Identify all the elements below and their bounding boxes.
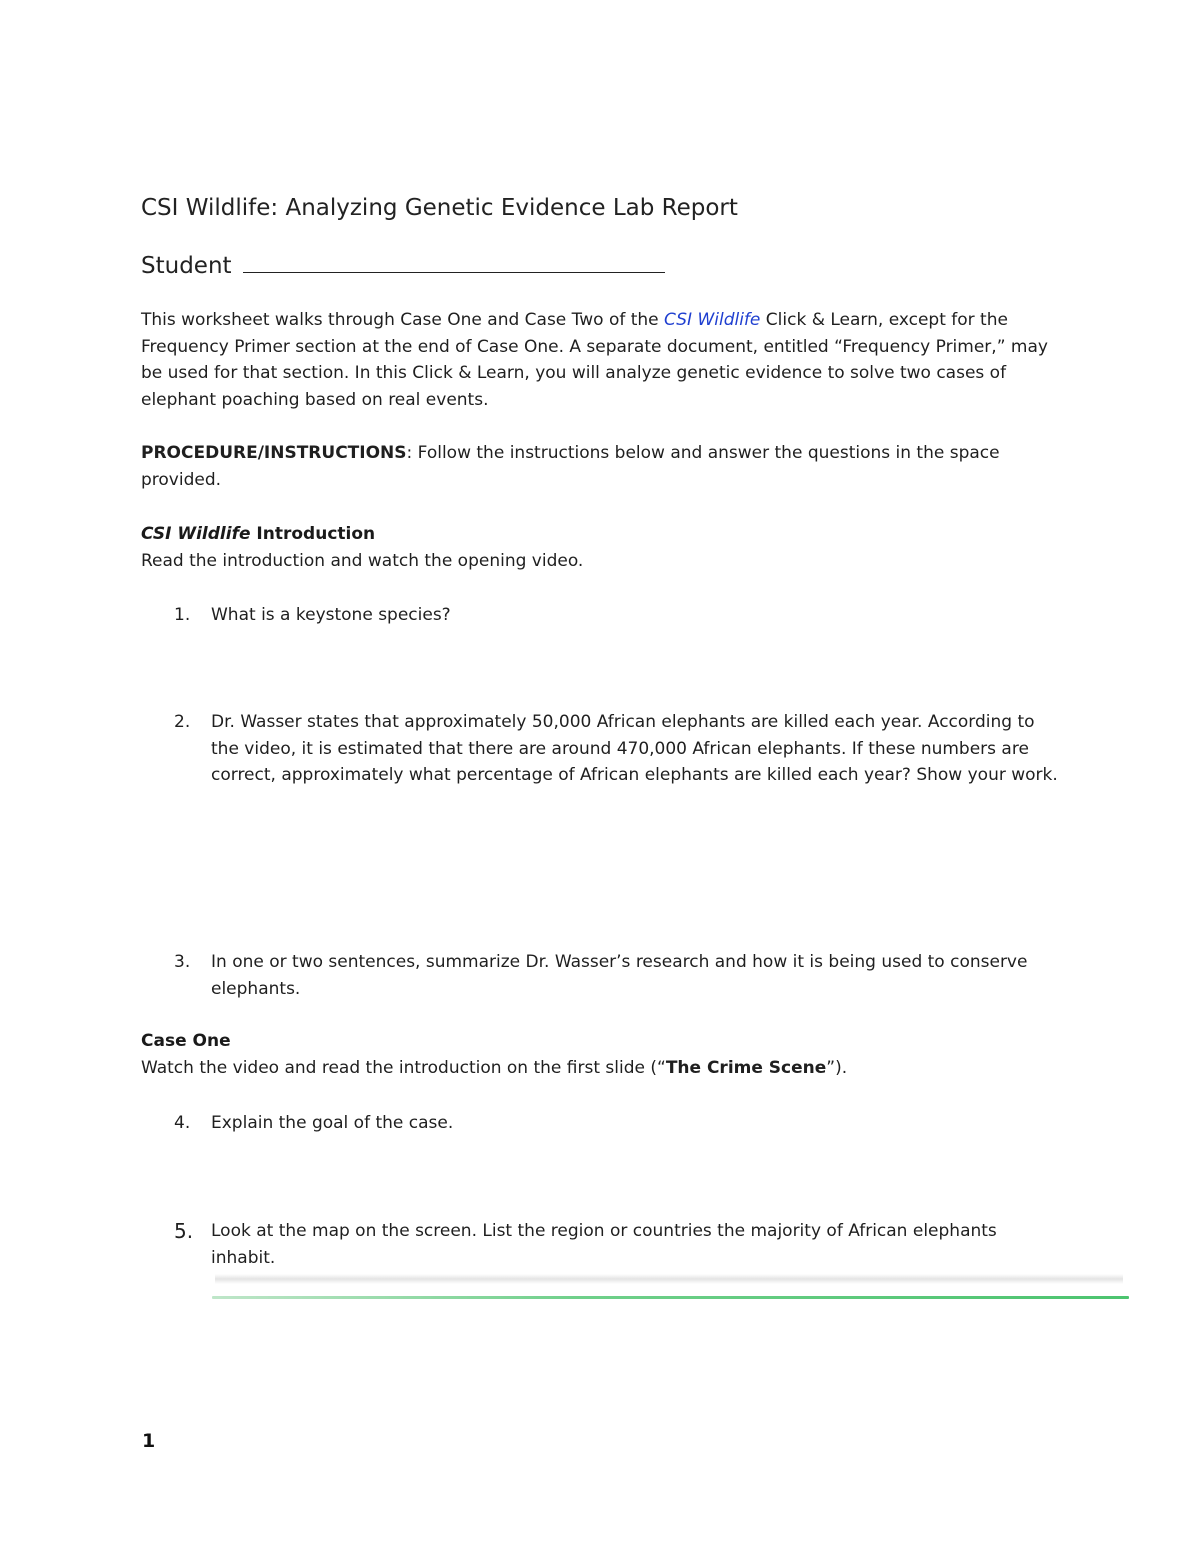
question-text: What is a keystone species?	[211, 605, 451, 625]
document-title: CSI Wildlife: Analyzing Genetic Evidence Lab Report	[141, 195, 738, 221]
question-number: 1.	[174, 605, 191, 625]
question-number: 4.	[174, 1113, 191, 1133]
question-3	[174, 949, 1064, 1002]
question-text: In one or two sentences, summarize Dr. Wasser’s research and how it is being used to conserve elephants.	[211, 952, 1028, 999]
procedure-text: : Follow the instructions below and answer the questions in the space provided.	[141, 443, 1000, 490]
question-2	[174, 709, 1064, 789]
student-label: Student	[141, 253, 232, 279]
question-number: 5.	[174, 1219, 194, 1243]
question-text: Explain the goal of the case.	[211, 1113, 454, 1133]
csi-intro-subtext: Read the introduction and watch the opening video.	[141, 551, 584, 571]
case-one-heading: Case One	[141, 1031, 231, 1051]
csi-heading-rest: Introduction	[250, 524, 376, 544]
question-number: 2.	[174, 712, 191, 732]
procedure-label: PROCEDURE/INSTRUCTIONS	[141, 443, 407, 463]
question-1	[174, 602, 1064, 629]
question-number: 3.	[174, 952, 191, 972]
case-one-sub-start: Watch the video and read the introduction on the first slide (“	[141, 1058, 666, 1078]
question-text: Look at the map on the screen. List the region or countries the majority of African elephants inhabit.	[211, 1221, 997, 1268]
question-text: Dr. Wasser states that approximately 50,000 African elephants are killed each year. According to the video, it is estimated that there are around 470,000 African elephants. If these numbers are correct, approximately what percentage of African elephants are killed each year? Show your work.	[211, 712, 1058, 785]
intro-text-end: Click & Learn, except for the Frequency Primer section at the end of Case One. A separate document, entitled “Frequency Primer,” may be used for that section. In this Click & Learn, you will analyze genetic evidence to solve two cases of elephant poaching based on real events.	[141, 310, 1048, 410]
case-one-sub-end: ”).	[826, 1058, 848, 1078]
question-4	[174, 1110, 1064, 1137]
answer-line-divider	[212, 1296, 1129, 1299]
crime-scene-label: The Crime Scene	[665, 1058, 827, 1078]
page-number: 1	[142, 1430, 156, 1452]
csi-intro-heading	[141, 521, 1061, 548]
procedure-paragraph	[141, 440, 1061, 493]
intro-text-start: This worksheet walks through Case One and Case Two of the	[141, 310, 665, 330]
csi-wildlife-link[interactable]: CSI Wildlife	[664, 310, 761, 330]
answer-area-shadow	[215, 1274, 1123, 1284]
student-name-field	[141, 250, 665, 279]
csi-heading-italic: CSI Wildlife	[141, 524, 251, 544]
student-name-blank[interactable]	[243, 250, 665, 273]
intro-paragraph	[141, 307, 1061, 413]
question-5	[174, 1218, 1064, 1271]
case-one-subtext	[141, 1055, 1061, 1082]
